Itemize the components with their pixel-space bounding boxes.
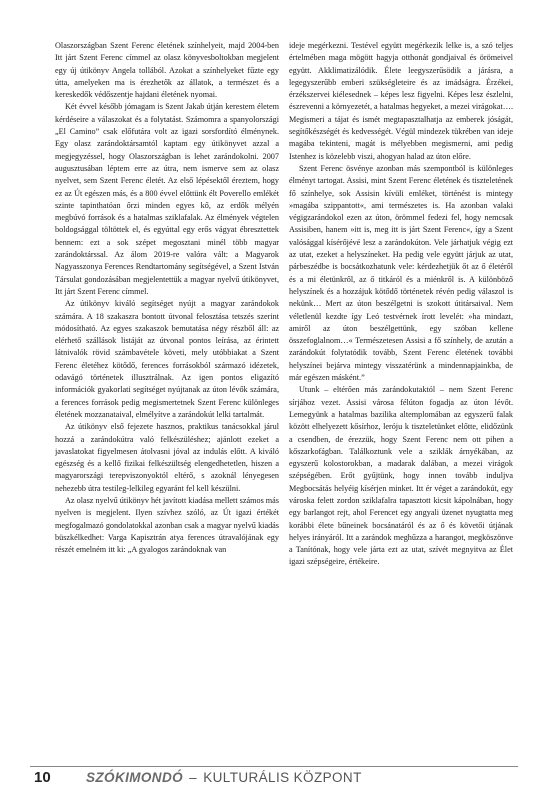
journal-title bbox=[86, 770, 362, 785]
right-text-column bbox=[289, 40, 513, 752]
paragraph: Olaszországban Szent Ferenc életének színhelyeit, majd 2004-ben Itt járt Szent Ferenc címmel az olasz könyvesboltokban megjelent egy új útikönyv Angela tollából. Azokat a színhelyeket fűzte egy útta, amelyeken ma is érezhetők az állatok, a természet és a kereskedők védőszentje hajdani életének nyomai. bbox=[55, 41, 279, 100]
paragraph: Utunk – eltérően más zarándokutaktól – nem Szent Ferenc sírjához vezet. Assisi városa félúton fogadja az úton lévőt. Lemegyünk a hatalmas bazilika altemplomában az egyszerű falak között elhelyezett kősírhoz, leróju k tiszteletünket előtte, elidőzünk a csendben, de érezzük, hogy Szent Ferenc nem ott pihen a kőszarkofágban. Találkoztunk vele a sziklák árnyékában, az egyszerű kolostorokban, a madarak dalában, a mezei virágok szépségében. Erőt gyűjtünk, hogy innen tovább induljva Megbocsátás helyéig kísérjen minket. Itt ér véget a zarándokút, egy városka felett zordon sziklafalra tapasztott kicsit kápolnában, hogy egy barlangot rejt, ahol Ferencet egy angyali üzenet nyugtatta meg korábbi élete bűneinek bocsánatáról és az ő és követői útjának helyes irányáról. Itt a zarándok meghűzza a harangot, megköszönve a Tanítónak, hogy vele járta ezt az utat, szívét megnyitva az Élet igazi szépségeire, értékeire. bbox=[289, 385, 513, 567]
page-footer bbox=[30, 766, 518, 788]
footer-rule bbox=[30, 766, 518, 767]
page-number: 10 bbox=[34, 769, 51, 786]
paragraph: Az útikönyv első fejezete hasznos, praktikus tanácsokkal járul hozzá a zarándokútra való felkészüléshez; ajánlott ezeket a javaslatokat figyelmesen átolvasni jóval az indulás előtt. A kiváló egészség és a kellő fizikai felkészültség elengedhetetlen, hiszen a magyarországi terepviszonyoktól eltérő, s azoknál lényegesen nehezebb útra testileg-lelkileg egyaránt fel kell készülni. bbox=[55, 422, 279, 493]
journal-section: KULTURÁLIS KÖZPONT bbox=[203, 770, 362, 785]
paragraph: Az olasz nyelvű útikönyv hét javított kiadása mellett számos más nyelven is megjelent. Ilyen szívhez szóló, az Út igazi értékét megfogalmazó gondolatokkal azonban csak a magyar nyelvű kiadás büszkélkedhet: Varga Kapisztrán atya ferences útravalójának egy részét emelném itt ki: „A gyalogos zarándoknak van bbox=[55, 495, 279, 555]
paragraph: ideje megérkezni. Testével együtt megérkezik lelke is, a szó teljes értelmében maga mögött hagyja otthonát gondjaival és örömeivel együtt. Akklimatizálódik. Élete leegyszerűsödik a járásra, a legegyszerűbb emberi szükségleteire és az imádságra. Érzékei, érzékszervei kiélesednek – képes lesz figyelni. Képes lesz észlelni, észrevenni a környezetét, a hatalmas hegyeket, a mezei virágokat…. Megismeri a tájat és ismét megtapasztalhatja az emberek jóságát, segítőkészségét és kedvességét. Végül mindezek tükrében van ideje magába tekinteni, magát is mélyebben megismerni, ami pedig Istenhez is közelebb viszi, ahogyan halad az úton előre. bbox=[289, 41, 513, 161]
paragraph: Két évvel később jómagam is Szent Jakab útján kerestem életem kérdéseire a válaszokat és a folytatást. Számomra a spanyolországi „El Camino” csak előfutára volt az igazi sorsfordító élménynek. Egy olasz zarándoktársamtól kaptam egy útikönyvet azzal a megjegyzéssel, hogy Olaszországban is lehet zarándokolni. 2007 augusztusában léptem erre az útra, nem ismerve sem az olasz nyelvet, sem Szent Ferenc életét. Az első lépésektől éreztem, hogy ez az Út egészen más, és a 800 évvel előttünk élt Poverello emlékét szinte tapinthatóan őrzi minden egyes kő, az erdők mélyén megbúvó források és a hatalmas sziklafalak. Az élmények végtelen boldogsággal töltöttek el, és egyúttal egy erős vágyat ébresztettek bennem: ezt a sok szépet megosztani minél több magyar zarándoktárssal. Az álom 2019-re valóra vált: a Magyarok Nagyasszonya Ferences Rendtartomány segítségével, a Szent István Társulat gondozásában megjelentettük a magyar nyelvű útikönyvet, Itt járt Szent Ferenc címmel. bbox=[55, 102, 279, 296]
journal-brand: SZÓKIMONDÓ bbox=[86, 770, 183, 785]
paragraph: Az útikönyv kiváló segítséget nyújt a magyar zarándokok számára. A 18 szakaszra bontott útvonal felosztása tetszés szerint módosítható. Az egyes szakaszok bemutatása négy részből áll: az elérhető szállások listáját az útvonal pontos leírása, az érintett látnivalók rövid számbavétele követi, mely utóbbiakat a Szent Ferenc életéhez kötődő, ferences forrásokból származó idézetek, odavágó történetek illusztrálnak. Az igen pontos eligazító információk gyakorlati segítséget nyújtanak az úton lévők számára, a ferences források pedig megismertetnek Szent Ferenc különleges életének mozzanataival, elmélyítve a zarándokút lelki tartalmát. bbox=[55, 299, 279, 419]
paragraph: Szent Ferenc ösvénye azonban más szempontból is különleges élményt tartogat. Assisi, mint Szent Ferenc életének és tiszteletének fő színhelye, sok Assisin kívüli emléket, történést is mintegy »magába szippantott«, ami természetes is. Ha azonban valaki végigzarándokol ezen az úton, örömmel fedezi fel, hogy nemcsak Assisiben, hanem »itt is, meg itt is járt Szent Ferenc«, így a Szent valósággal kísérőjévé lesz a zarándokúton. Vele járhatjuk végig ezt az utat, ezeket a helyszíneket. Ha pedig vele együtt járjuk az utat, párbeszédbe is bocsátkozhatunk vele: kérdezhetjük őt az ő életéről és a mi életünkről, az ő titkáról és a miénkről is. A különböző helyszínek és a hozzájuk kötődő történetek révén pedig válaszol is nekünk… Mert az úton beszélgetni is szokott útitársaival. Nem véletlenül kezdte így Leó testvérnek írott levelét: »ha mindazt, amiről az úton beszélgettünk, egy szóban kellene összefoglalnom…« Természetesen Assisi a fő színhely, de azután a zarándokút folytatódik tovább, Szent Ferenc életének további helyszínei bejárva mintegy visszatérünk a mindennapjainkba, de már egészen másként.” bbox=[289, 163, 513, 383]
left-text-column bbox=[55, 40, 279, 752]
journal-dash: – bbox=[189, 770, 198, 785]
